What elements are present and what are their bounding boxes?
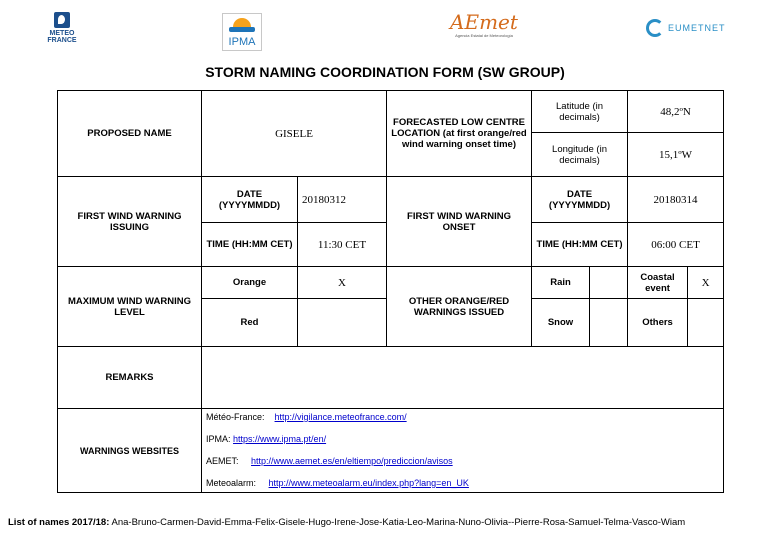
remarks-field[interactable] (202, 347, 724, 409)
names-list-text: Ana-Bruno-Carmen-David-Emma-Felix-Gisele-Hugo-Irene-Jose-Katia-Leo-Marina-Nuno-Olivia--Pierre-Rosa-Samuel-Telma-Vasco-Wiam (111, 517, 686, 528)
website-name: Météo-France: (206, 412, 265, 422)
forecasted-low-label: FORECASTED LOW CENTRE LOCATION (at first orange/red wind warning onset time) (387, 91, 532, 177)
others-checkbox[interactable] (688, 299, 724, 347)
first-onset-label: FIRST WIND WARNING ONSET (387, 177, 532, 267)
website-link[interactable]: http://www.meteoalarm.eu/index.php?lang=en_UK (268, 478, 469, 488)
aemet-logo (449, 11, 519, 47)
latitude-value[interactable]: 48,2ºN (628, 91, 724, 133)
max-level-label: MAXIMUM WIND WARNING LEVEL (58, 267, 202, 347)
proposed-name-label: PROPOSED NAME (58, 91, 202, 177)
remarks-label: REMARKS (58, 347, 202, 409)
ipma-sun-icon (233, 18, 251, 27)
onset-date-label: DATE (YYYYMMDD) (532, 177, 628, 223)
ipma-wave-icon (229, 27, 255, 32)
aemet-logo-subtext: Agencia Estatal de Meteorología (455, 33, 513, 38)
snow-checkbox[interactable] (590, 299, 628, 347)
website-link[interactable]: http://www.aemet.es/en/eltiempo/prediccion/avisos (251, 456, 453, 466)
first-issuing-label: FIRST WIND WARNING ISSUING (58, 177, 202, 267)
rain-label: Rain (532, 267, 590, 299)
issuing-date-value[interactable]: 20180312 (298, 177, 387, 223)
eumetnet-ring-icon (646, 19, 664, 37)
red-label: Red (202, 299, 298, 347)
eumetnet-logo (646, 16, 736, 40)
website-item (206, 412, 719, 422)
website-item (206, 456, 719, 466)
website-name: IPMA: (206, 434, 231, 444)
websites-label: WARNINGS WEBSITES (58, 409, 202, 493)
website-link[interactable]: https://www.ipma.pt/en/ (233, 434, 327, 444)
issuing-time-label: TIME (HH:MM CET) (202, 223, 298, 267)
orange-checkbox[interactable]: X (298, 267, 387, 299)
website-item (206, 434, 719, 444)
red-checkbox[interactable] (298, 299, 387, 347)
website-name: Meteoalarm: (206, 478, 257, 488)
names-list (8, 516, 766, 530)
issuing-time-value[interactable]: 11:30 CET (298, 223, 387, 267)
snow-label: Snow (532, 299, 590, 347)
orange-label: Orange (202, 267, 298, 299)
onset-time-label: TIME (HH:MM CET) (532, 223, 628, 267)
onset-date-value[interactable]: 20180314 (628, 177, 724, 223)
coastal-label: Coastal event (628, 267, 688, 299)
names-list-label: List of names 2017/18: (8, 517, 110, 528)
longitude-value[interactable]: 15,1ºW (628, 133, 724, 177)
website-link[interactable]: http://vigilance.meteofrance.com/ (274, 412, 407, 422)
meteo-france-logo-text: METEO FRANCE (47, 30, 77, 44)
website-item (206, 478, 719, 488)
storm-naming-form (57, 90, 724, 493)
proposed-name-value[interactable]: GISELE (202, 91, 387, 177)
issuing-date-label: DATE (YYYYMMDD) (202, 177, 298, 223)
eumetnet-logo-text: EUMETNET (668, 23, 726, 33)
meteo-france-logo (42, 12, 82, 48)
coastal-checkbox[interactable]: X (688, 267, 724, 299)
website-name: AEMET: (206, 456, 239, 466)
form-title: STORM NAMING COORDINATION FORM (SW GROUP) (205, 64, 565, 80)
others-label: Others (628, 299, 688, 347)
onset-time-value[interactable]: 06:00 CET (628, 223, 724, 267)
websites-list (202, 409, 724, 493)
longitude-label: Longitude (in decimals) (532, 133, 628, 177)
latitude-label: Latitude (in decimals) (532, 91, 628, 133)
ipma-logo (222, 13, 262, 51)
meteo-france-mark-icon (54, 12, 70, 28)
rain-checkbox[interactable] (590, 267, 628, 299)
aemet-logo-text: AEmet (450, 10, 518, 34)
other-warnings-label: OTHER ORANGE/RED WARNINGS ISSUED (387, 267, 532, 347)
ipma-logo-text: IPMA (228, 36, 256, 48)
